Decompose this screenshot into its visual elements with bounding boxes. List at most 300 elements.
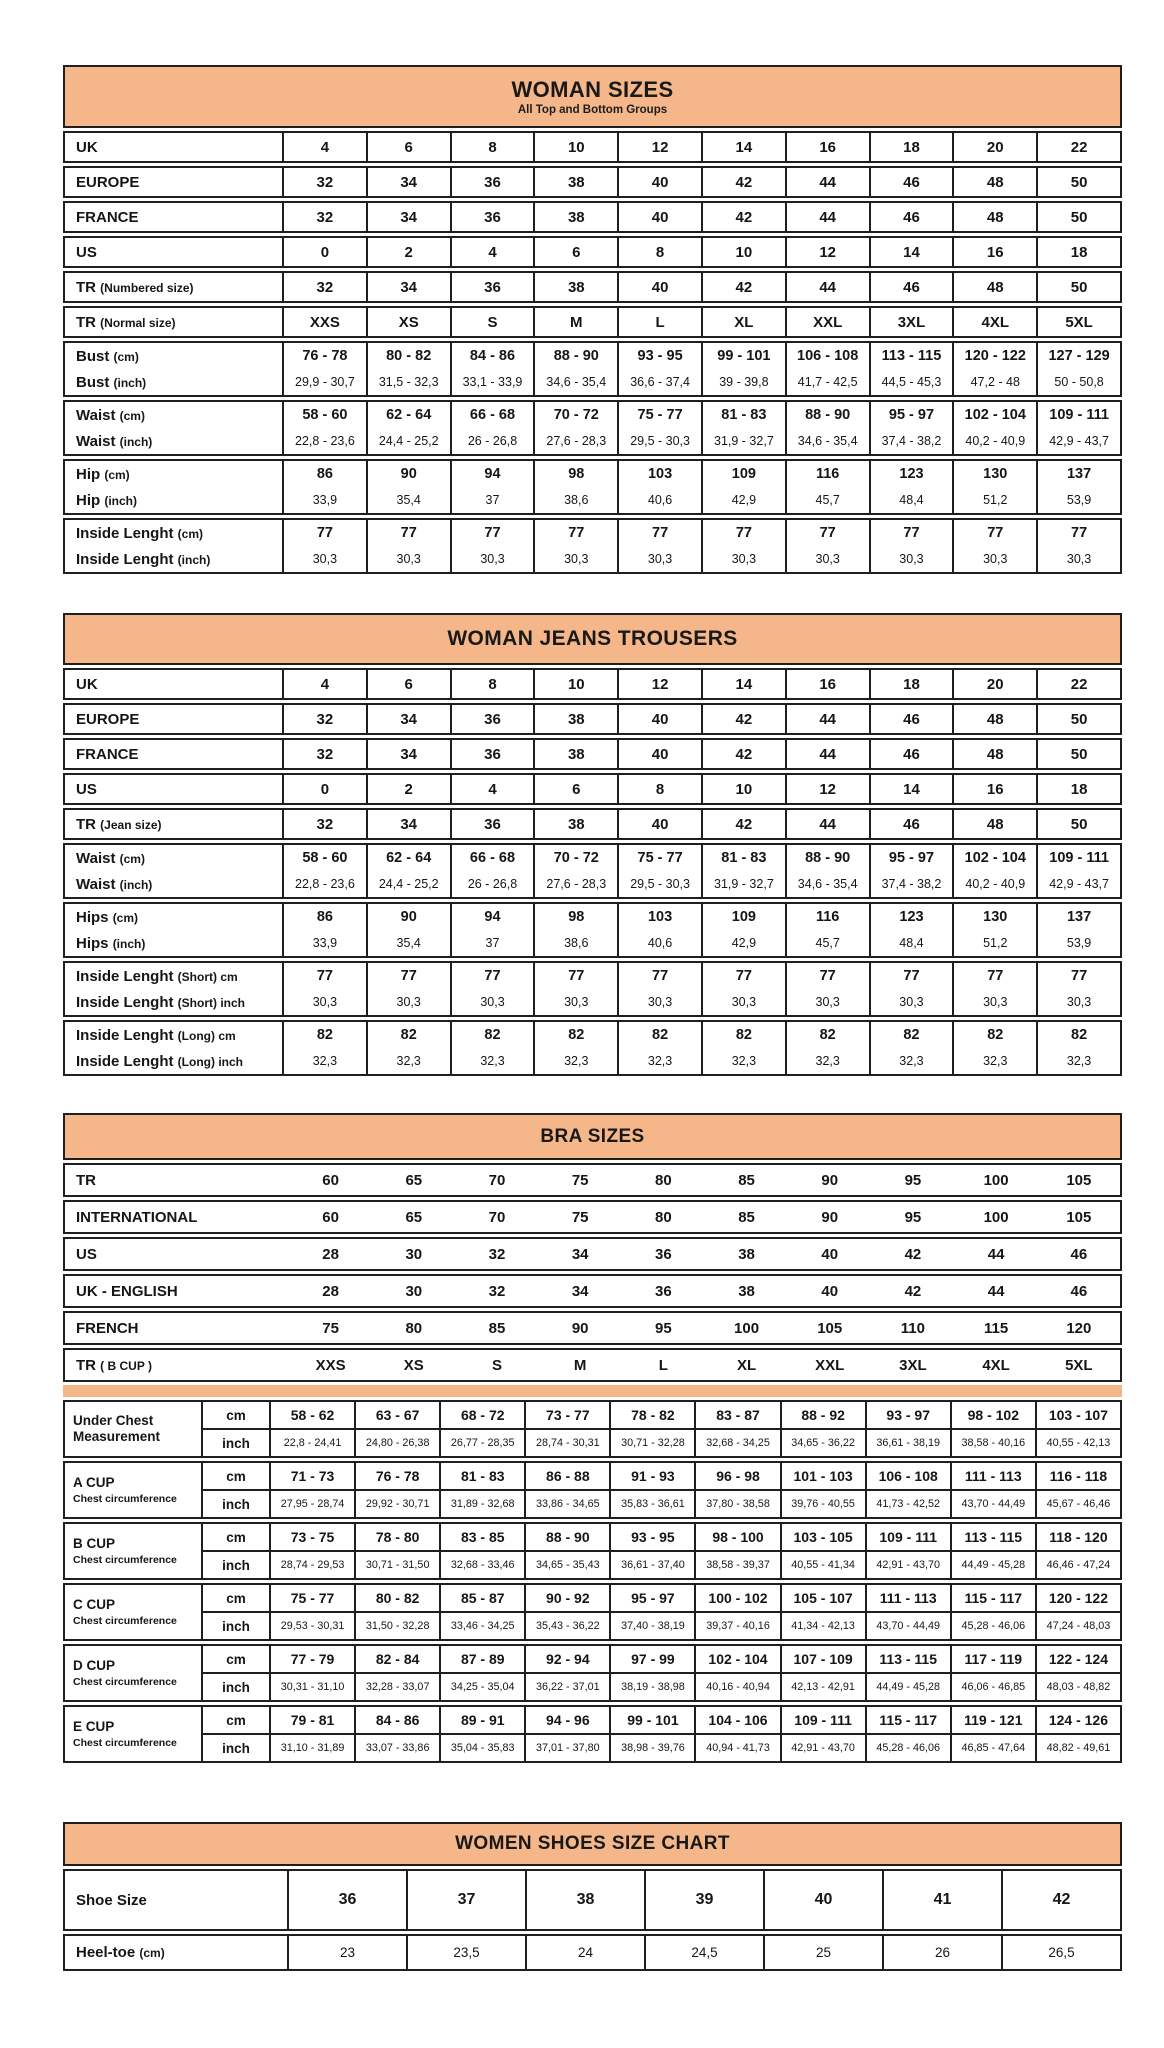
value-cell: 48,82 - 49,61 xyxy=(1036,1734,1121,1762)
table-row xyxy=(64,1490,1121,1518)
table-block xyxy=(63,1163,1122,1197)
value-cell: 31,10 - 31,89 xyxy=(270,1734,355,1762)
value-cell: 82 xyxy=(618,1021,702,1048)
value-cell: 106 - 108 xyxy=(786,342,870,369)
value-cell: 100 xyxy=(734,1319,760,1337)
table-block xyxy=(63,1237,1122,1271)
value-cell: 82 xyxy=(953,1021,1037,1048)
value-cell: 44,49 - 45,28 xyxy=(951,1551,1036,1579)
value-cell: XS xyxy=(367,307,451,337)
value-cell: 35,4 xyxy=(367,930,451,957)
value-cell: 26 - 26,8 xyxy=(451,428,535,455)
value-cell: 77 xyxy=(367,962,451,989)
table-women-shoes xyxy=(63,1822,1122,1971)
row-label: US xyxy=(76,243,97,261)
value-cell: 41,34 - 42,13 xyxy=(781,1612,866,1640)
value-cell: 16 xyxy=(786,669,870,699)
table-block xyxy=(63,459,1122,515)
table-row xyxy=(64,903,1121,930)
value-cell: 90 xyxy=(821,1171,839,1189)
value-cell: 88 - 90 xyxy=(786,401,870,428)
value-cell: 29,53 - 30,31 xyxy=(270,1612,355,1640)
value-cell: 48 xyxy=(953,739,1037,769)
value-cell: 18 xyxy=(870,132,954,162)
value-cell: 33,46 - 34,25 xyxy=(440,1612,525,1640)
table-row xyxy=(64,1401,1121,1429)
value-cell: 86 xyxy=(283,460,367,487)
value-cell: 34,6 - 35,4 xyxy=(534,369,618,396)
value-cell: 42 xyxy=(702,167,786,197)
table-blocks xyxy=(63,1163,1122,1763)
value-cell: 40 xyxy=(618,739,702,769)
table-row xyxy=(64,1429,1121,1457)
table-row xyxy=(64,739,1121,769)
value-cell: 42,91 - 43,70 xyxy=(781,1734,866,1762)
value-cell: 37,40 - 38,19 xyxy=(610,1612,695,1640)
value-cell: 38 xyxy=(534,272,618,302)
value-cell: 92 - 94 xyxy=(525,1645,610,1673)
row-label: B CUP Chest circumference xyxy=(73,1536,177,1566)
value-cell: 42,9 - 43,7 xyxy=(1037,428,1121,455)
value-cell: 45,28 - 46,06 xyxy=(866,1734,951,1762)
value-cell: 105 xyxy=(1066,1171,1092,1189)
value-cell: 120 - 122 xyxy=(1036,1584,1121,1612)
table-block xyxy=(63,1869,1122,1931)
row-label: UK xyxy=(76,675,98,693)
value-cell: 34 xyxy=(367,167,451,197)
value-cell: 119 - 121 xyxy=(951,1706,1036,1734)
value-cell: 30,3 xyxy=(1037,546,1121,573)
value-cell: 20 xyxy=(953,669,1037,699)
value-cell: 50 xyxy=(1037,809,1121,839)
value-cell: 42,9 xyxy=(702,930,786,957)
value-cell: 50 xyxy=(1037,704,1121,734)
table-row xyxy=(64,774,1121,804)
row-label: TR (Normal size) xyxy=(76,313,176,331)
value-cell: 32,3 xyxy=(786,1048,870,1075)
value-cell: 32,3 xyxy=(702,1048,786,1075)
value-cell: 38,58 - 40,16 xyxy=(951,1429,1036,1457)
value-cell: 35,83 - 36,61 xyxy=(610,1490,695,1518)
unit-cell: inch xyxy=(202,1734,270,1762)
value-cell: 51,2 xyxy=(953,487,1037,514)
table-row xyxy=(64,1706,1121,1734)
unit-cell: inch xyxy=(202,1490,270,1518)
value-cell: 44,5 - 45,3 xyxy=(870,369,954,396)
value-cell: 46,85 - 47,64 xyxy=(951,1734,1036,1762)
value-cell: 117 - 119 xyxy=(951,1645,1036,1673)
value-cell: 45,7 xyxy=(786,487,870,514)
value-cell: 90 xyxy=(367,903,451,930)
value-cell: 31,50 - 32,28 xyxy=(355,1612,440,1640)
table-block xyxy=(63,1020,1122,1076)
value-cell: 38 xyxy=(534,167,618,197)
value-cell: 46 xyxy=(870,809,954,839)
value-cell: 71 - 73 xyxy=(270,1462,355,1490)
value-cell: 88 - 90 xyxy=(525,1523,610,1551)
value-cell: 31,5 - 32,3 xyxy=(367,369,451,396)
value-cell: 28,74 - 29,53 xyxy=(270,1551,355,1579)
value-cell: 30,3 xyxy=(367,989,451,1016)
value-cell: 34 xyxy=(571,1245,589,1263)
value-cell: 29,5 - 30,3 xyxy=(618,871,702,898)
value-cell: 29,5 - 30,3 xyxy=(618,428,702,455)
table-block xyxy=(63,1348,1122,1382)
value-cell: 43,70 - 44,49 xyxy=(951,1490,1036,1518)
value-cell: 42 xyxy=(702,704,786,734)
value-cell: 6 xyxy=(367,669,451,699)
value-cell: 122 - 124 xyxy=(1036,1645,1121,1673)
value-cell: 80 - 82 xyxy=(367,342,451,369)
row-label: Heel-toe (cm) xyxy=(76,1944,165,1961)
table-block xyxy=(63,201,1122,233)
value-cell: 4 xyxy=(451,774,535,804)
value-cell: 30,3 xyxy=(534,989,618,1016)
row-label: Inside Lenght (inch) xyxy=(76,550,211,568)
value-cell: XL xyxy=(702,307,786,337)
value-cell: XXS xyxy=(315,1356,346,1374)
value-cell: 34 xyxy=(367,704,451,734)
value-cell: 27,95 - 28,74 xyxy=(270,1490,355,1518)
value-cell: XXL xyxy=(815,1356,845,1374)
value-cell: 3XL xyxy=(870,307,954,337)
value-cell: 30,3 xyxy=(870,546,954,573)
row-label: Waist (inch) xyxy=(76,432,153,450)
table-header xyxy=(63,1822,1122,1866)
value-cell: 94 xyxy=(451,903,535,930)
value-cell: 53,9 xyxy=(1037,930,1121,957)
value-cell: 40 xyxy=(764,1870,883,1930)
table-block xyxy=(63,1644,1122,1702)
value-cell: 48,4 xyxy=(870,930,954,957)
value-cell: 73 - 77 xyxy=(525,1401,610,1429)
value-cell: 62 - 64 xyxy=(367,844,451,871)
value-cell: 77 xyxy=(1037,962,1121,989)
table-row xyxy=(64,930,1121,957)
value-cell: 4XL xyxy=(953,307,1037,337)
value-cell: 111 - 113 xyxy=(866,1584,951,1612)
value-cell: 77 xyxy=(534,519,618,546)
value-cell: 109 xyxy=(702,460,786,487)
value-cell: 38,6 xyxy=(534,930,618,957)
value-cell: 35,4 xyxy=(367,487,451,514)
value-cell: 35,43 - 36,22 xyxy=(525,1612,610,1640)
table-subtitle: All Top and Bottom Groups xyxy=(517,104,668,116)
value-cell: 103 - 107 xyxy=(1036,1401,1121,1429)
value-cell: 48 xyxy=(953,809,1037,839)
table-blocks xyxy=(63,668,1122,1076)
value-cell: 32 xyxy=(283,272,367,302)
value-cell: 45,67 - 46,46 xyxy=(1036,1490,1121,1518)
value-cell: 91 - 93 xyxy=(610,1462,695,1490)
table-title: BRA SIZES xyxy=(540,1125,645,1147)
table-row xyxy=(64,1312,1121,1344)
value-cell: 103 - 105 xyxy=(781,1523,866,1551)
value-cell: 30,3 xyxy=(618,989,702,1016)
value-cell: 97 - 99 xyxy=(610,1645,695,1673)
value-cell: 29,92 - 30,71 xyxy=(355,1490,440,1518)
value-cell: 77 xyxy=(953,962,1037,989)
row-label: EUROPE xyxy=(76,710,140,728)
value-cell: 44 xyxy=(786,809,870,839)
value-cell: 98 xyxy=(534,903,618,930)
value-cell: L xyxy=(618,307,702,337)
unit-cell: cm xyxy=(202,1584,270,1612)
value-cell: 6 xyxy=(534,237,618,267)
value-cell: 26,77 - 28,35 xyxy=(440,1429,525,1457)
value-cell: 16 xyxy=(953,774,1037,804)
value-cell: 0 xyxy=(283,774,367,804)
table-woman-jeans-trousers xyxy=(63,613,1122,1076)
value-cell: 36,6 - 37,4 xyxy=(618,369,702,396)
value-cell: 30,3 xyxy=(283,989,367,1016)
value-cell: 63 - 67 xyxy=(355,1401,440,1429)
value-cell: 30,71 - 32,28 xyxy=(610,1429,695,1457)
value-cell: 32,3 xyxy=(367,1048,451,1075)
value-cell: 40,16 - 40,94 xyxy=(695,1673,780,1701)
value-cell: 14 xyxy=(702,132,786,162)
table-row xyxy=(64,460,1121,487)
value-cell: 6 xyxy=(367,132,451,162)
value-cell: 107 - 109 xyxy=(781,1645,866,1673)
value-cell: 73 - 75 xyxy=(270,1523,355,1551)
value-cell: 81 - 83 xyxy=(702,844,786,871)
table-block xyxy=(63,961,1122,1017)
value-cell: 36 xyxy=(451,704,535,734)
value-cell: 76 - 78 xyxy=(283,342,367,369)
value-cell: 82 xyxy=(1037,1021,1121,1048)
value-cell: 42,13 - 42,91 xyxy=(781,1673,866,1701)
value-cell: 20 xyxy=(953,132,1037,162)
table-header xyxy=(63,613,1122,665)
value-cell: 46 xyxy=(1070,1245,1088,1263)
value-cell: 8 xyxy=(451,132,535,162)
value-cell: 78 - 80 xyxy=(355,1523,440,1551)
unit-cell: inch xyxy=(202,1673,270,1701)
value-cell: 137 xyxy=(1037,460,1121,487)
value-cell: 77 - 79 xyxy=(270,1645,355,1673)
value-cell: 33,1 - 33,9 xyxy=(451,369,535,396)
value-cell: 5XL xyxy=(1037,307,1121,337)
value-cell: 32,3 xyxy=(953,1048,1037,1075)
value-cell: 34 xyxy=(367,809,451,839)
row-label: EUROPE xyxy=(76,173,140,191)
value-cell: 110 xyxy=(900,1319,925,1337)
value-cell: 32,68 - 33,46 xyxy=(440,1551,525,1579)
value-cell: 16 xyxy=(953,237,1037,267)
value-cell: 41 xyxy=(883,1870,1002,1930)
value-cell: 12 xyxy=(618,669,702,699)
value-cell: 82 xyxy=(786,1021,870,1048)
value-cell: M xyxy=(534,307,618,337)
value-cell: 37 xyxy=(451,487,535,514)
value-cell: 90 xyxy=(571,1319,589,1337)
value-cell: 10 xyxy=(702,237,786,267)
table-row xyxy=(64,167,1121,197)
value-cell: 22,8 - 23,6 xyxy=(283,428,367,455)
value-cell: 28 xyxy=(322,1245,339,1263)
value-cell: 30,3 xyxy=(367,546,451,573)
value-cell: 30,3 xyxy=(702,989,786,1016)
value-cell: 75 xyxy=(571,1208,589,1226)
table-row xyxy=(64,1462,1121,1490)
unit-cell: cm xyxy=(202,1523,270,1551)
value-cell: 66 - 68 xyxy=(451,401,535,428)
value-cell: 77 xyxy=(702,519,786,546)
value-cell: 75 xyxy=(322,1319,339,1337)
value-cell: 77 xyxy=(534,962,618,989)
value-cell: 25 xyxy=(764,1935,883,1970)
value-cell: 29,9 - 30,7 xyxy=(283,369,367,396)
value-cell: 39 - 39,8 xyxy=(702,369,786,396)
value-cell: 77 xyxy=(618,962,702,989)
value-cell: 30,3 xyxy=(1037,989,1121,1016)
value-cell: 38 xyxy=(534,809,618,839)
table-row xyxy=(64,989,1121,1016)
value-cell: 86 - 88 xyxy=(525,1462,610,1490)
value-cell: 85 xyxy=(738,1171,755,1189)
value-cell: 37,4 - 38,2 xyxy=(870,871,954,898)
table-block xyxy=(63,271,1122,303)
value-cell: 26 xyxy=(883,1935,1002,1970)
value-cell: 46 xyxy=(870,167,954,197)
value-cell: 44 xyxy=(786,704,870,734)
value-cell: 77 xyxy=(451,962,535,989)
value-cell: 42 xyxy=(904,1282,922,1300)
value-cell: 95 - 97 xyxy=(610,1584,695,1612)
value-cell: 47,24 - 48,03 xyxy=(1036,1612,1121,1640)
value-cell: 6 xyxy=(534,774,618,804)
value-cell: 34,6 - 35,4 xyxy=(786,871,870,898)
value-cell: 83 - 87 xyxy=(695,1401,780,1429)
value-cell: 36,61 - 38,19 xyxy=(866,1429,951,1457)
value-cell: 40,55 - 41,34 xyxy=(781,1551,866,1579)
value-cell: 40,6 xyxy=(618,930,702,957)
value-cell: 38 xyxy=(534,704,618,734)
value-cell: 113 - 115 xyxy=(870,342,954,369)
value-cell: 14 xyxy=(870,237,954,267)
value-cell: 70 xyxy=(488,1208,506,1226)
value-cell: 85 - 87 xyxy=(440,1584,525,1612)
value-cell: 32,68 - 34,25 xyxy=(695,1429,780,1457)
value-cell: 31,89 - 32,68 xyxy=(440,1490,525,1518)
value-cell: 102 - 104 xyxy=(695,1645,780,1673)
value-cell: 88 - 90 xyxy=(786,844,870,871)
value-cell: 62 - 64 xyxy=(367,401,451,428)
value-cell: 30,3 xyxy=(534,546,618,573)
value-cell: 77 xyxy=(702,962,786,989)
row-label: Inside Lenght (Short) inch xyxy=(76,993,245,1011)
table-bra-sizes xyxy=(63,1113,1122,1763)
value-cell: 84 - 86 xyxy=(451,342,535,369)
value-cell: 32,3 xyxy=(283,1048,367,1075)
value-cell: 40 xyxy=(821,1245,839,1263)
value-cell: 102 - 104 xyxy=(953,401,1037,428)
value-cell: 36 xyxy=(655,1282,672,1300)
unit-cell: cm xyxy=(202,1706,270,1734)
value-cell: 82 xyxy=(283,1021,367,1048)
table-blocks xyxy=(63,1869,1122,1971)
value-cell: 30,3 xyxy=(618,546,702,573)
value-cell: 48 xyxy=(953,704,1037,734)
value-cell: 2 xyxy=(367,774,451,804)
value-cell: 12 xyxy=(618,132,702,162)
value-cell: 18 xyxy=(870,669,954,699)
value-cell: 106 - 108 xyxy=(866,1462,951,1490)
value-cell: 120 xyxy=(1066,1319,1092,1337)
table-block xyxy=(63,1200,1122,1234)
row-label: US xyxy=(76,780,97,798)
value-cell: 44,49 - 45,28 xyxy=(866,1673,951,1701)
value-cell: 31,9 - 32,7 xyxy=(702,871,786,898)
value-cell: 45,7 xyxy=(786,930,870,957)
value-cell: 10 xyxy=(702,774,786,804)
table-row xyxy=(64,519,1121,546)
value-cell: 95 xyxy=(655,1319,672,1337)
value-cell: 109 xyxy=(702,903,786,930)
table-block xyxy=(63,703,1122,735)
value-cell: XXL xyxy=(786,307,870,337)
value-cell: 100 xyxy=(983,1208,1009,1226)
value-cell: 18 xyxy=(1037,774,1121,804)
value-cell: 38 xyxy=(526,1870,645,1930)
value-cell: 70 - 72 xyxy=(534,401,618,428)
value-cell: 53,9 xyxy=(1037,487,1121,514)
value-cell: 96 - 98 xyxy=(695,1462,780,1490)
row-label: Inside Lenght (cm) xyxy=(76,524,204,542)
row-label: UK xyxy=(76,138,98,156)
value-cell: 30,31 - 31,10 xyxy=(270,1673,355,1701)
value-cell: 34,25 - 35,04 xyxy=(440,1673,525,1701)
value-cell: 77 xyxy=(870,519,954,546)
table-woman-sizes xyxy=(63,65,1122,574)
value-cell: 32 xyxy=(283,739,367,769)
value-cell: 115 xyxy=(983,1319,1009,1337)
row-label: FRANCE xyxy=(76,745,139,763)
value-cell: 58 - 62 xyxy=(270,1401,355,1429)
value-cell: 39,37 - 40,16 xyxy=(695,1612,780,1640)
value-cell: 3XL xyxy=(899,1356,927,1374)
value-cell: 27,6 - 28,3 xyxy=(534,871,618,898)
value-cell: 70 xyxy=(488,1171,506,1189)
value-cell: 82 - 84 xyxy=(355,1645,440,1673)
value-cell: 46 xyxy=(870,202,954,232)
row-label: TR xyxy=(76,1171,96,1189)
value-cell: 81 - 83 xyxy=(440,1462,525,1490)
value-cell: 34 xyxy=(367,272,451,302)
value-cell: 44 xyxy=(786,202,870,232)
table-row xyxy=(64,1645,1121,1673)
value-cell: 75 - 77 xyxy=(618,844,702,871)
value-cell: 38,98 - 39,76 xyxy=(610,1734,695,1762)
row-label: TR (Numbered size) xyxy=(76,278,194,296)
value-cell: 36,61 - 37,40 xyxy=(610,1551,695,1579)
value-cell: 77 xyxy=(618,519,702,546)
value-cell: 28 xyxy=(322,1282,339,1300)
table-block xyxy=(63,738,1122,770)
value-cell: 93 - 97 xyxy=(866,1401,951,1429)
table-block xyxy=(63,1705,1122,1763)
value-cell: 79 - 81 xyxy=(270,1706,355,1734)
value-cell: 43,70 - 44,49 xyxy=(866,1612,951,1640)
value-cell: 124 - 126 xyxy=(1036,1706,1121,1734)
table-row xyxy=(64,809,1121,839)
value-cell: 24,5 xyxy=(645,1935,764,1970)
value-cell: 34,6 - 35,4 xyxy=(786,428,870,455)
value-cell: 42 xyxy=(702,202,786,232)
value-cell: 4XL xyxy=(982,1356,1010,1374)
value-cell: 65 xyxy=(405,1171,423,1189)
